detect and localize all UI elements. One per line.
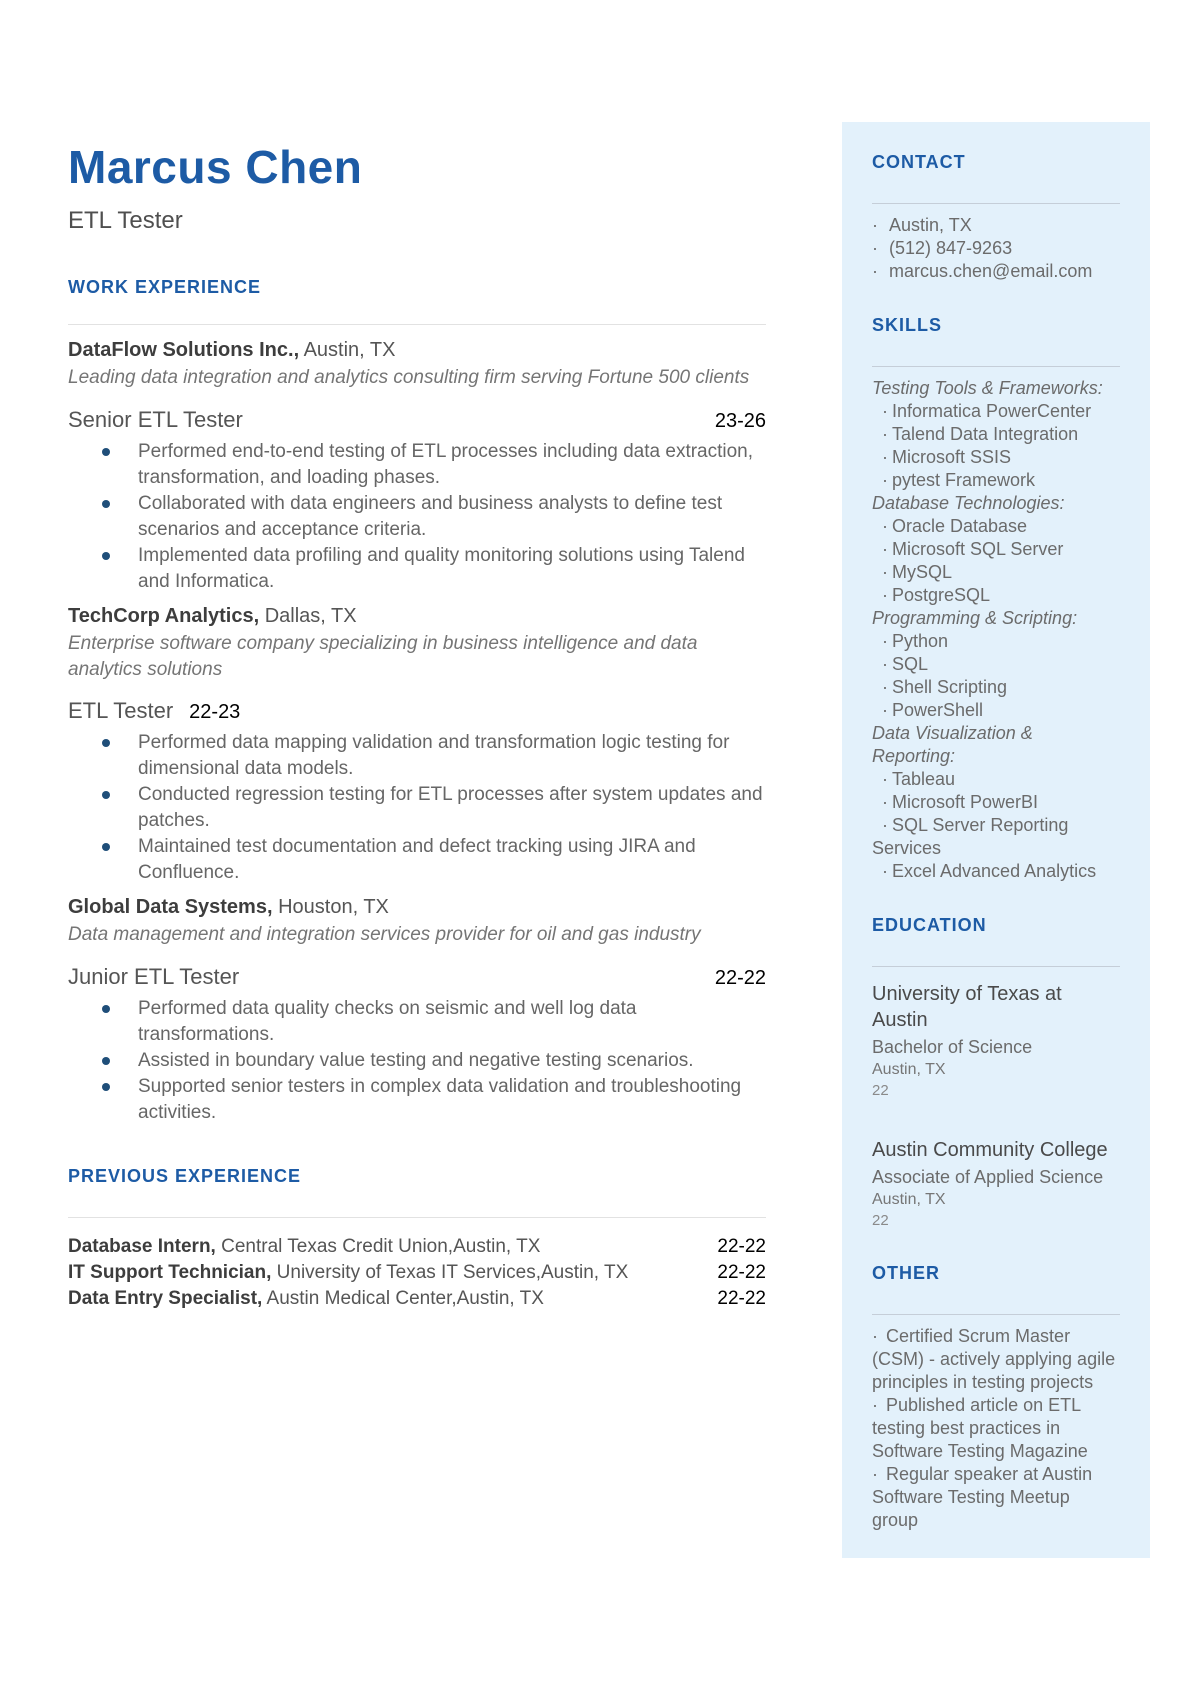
previous-role: Database Intern,	[68, 1235, 216, 1257]
school-year: 22	[872, 1082, 889, 1099]
school-location: Austin, TX	[872, 1061, 946, 1078]
role-dates: 23-26	[714, 409, 766, 432]
dot-bullet: ·	[882, 447, 888, 467]
role-row	[68, 964, 766, 990]
skill-item	[872, 768, 1120, 791]
work-experience-heading: WORK EXPERIENCE	[68, 277, 262, 298]
role-title: Senior ETL Tester	[68, 406, 243, 432]
skill-group	[872, 492, 1120, 607]
company-block	[68, 894, 766, 1126]
role-title: Junior ETL Tester	[68, 963, 240, 989]
dot-bullet: ·	[882, 562, 888, 582]
skill-item	[872, 400, 1120, 423]
other-list	[872, 1325, 1120, 1532]
dot-bullet: ·	[882, 424, 888, 444]
company-name: DataFlow Solutions Inc.,	[68, 339, 300, 362]
education-section	[872, 915, 1120, 1231]
dot-bullet: ·	[882, 585, 888, 605]
bullet-dot	[102, 1083, 110, 1091]
skill-item	[872, 653, 1120, 676]
sidebar	[842, 122, 1150, 1558]
bullet-text: Maintained test documentation and defect tracking using JIRA and Confluence.	[138, 836, 696, 884]
previous-role: IT Support Technician,	[68, 1261, 272, 1283]
company-description: Leading data integration and analytics consulting firm serving Fortune 500 clients	[68, 367, 750, 389]
sidebar-divider	[872, 203, 1120, 204]
company-line	[68, 603, 766, 629]
education-entry	[872, 1137, 1120, 1231]
contact-location: Austin, TX	[889, 215, 972, 235]
education-entry	[872, 981, 1120, 1101]
skill-item	[872, 630, 1120, 653]
main-column	[68, 0, 766, 1312]
previous-org: Austin Medical Center,Austin, TX	[266, 1287, 544, 1309]
section-divider	[68, 324, 766, 325]
skill-item	[872, 469, 1120, 492]
dot-bullet: ·	[882, 769, 888, 789]
previous-dates: 22-22	[717, 1235, 766, 1257]
dot-bullet: ·	[872, 261, 878, 281]
role-title: ETL Tester	[68, 698, 174, 724]
previous-org: University of Texas IT Services,Austin, TX	[276, 1261, 629, 1283]
skill-text: Informatica PowerCenter	[892, 401, 1092, 421]
skill-text: Shell Scripting	[892, 677, 1008, 697]
skills-heading: SKILLS	[872, 315, 943, 335]
dot-bullet: ·	[882, 401, 888, 421]
role-row	[68, 407, 766, 433]
skill-group-label: Programming & Scripting:	[872, 608, 1078, 628]
bullet-dot	[102, 500, 110, 508]
skill-text: Microsoft SSIS	[892, 447, 1012, 467]
bullet-text: Supported senior testers in complex data validation and troubleshooting activities.	[138, 1075, 742, 1123]
role-dates: 22-23	[189, 701, 241, 724]
contact-heading: CONTACT	[872, 152, 966, 172]
dot-bullet: ·	[882, 700, 888, 720]
school-location: Austin, TX	[872, 1191, 946, 1208]
bullet-list	[68, 730, 766, 886]
dot-bullet: ·	[882, 539, 888, 559]
dot-bullet: ·	[872, 1326, 878, 1346]
skill-item	[872, 860, 1120, 883]
dot-bullet: ·	[882, 861, 888, 881]
bullet-text: Assisted in boundary value testing and negative testing scenarios.	[138, 1049, 694, 1071]
other-item	[872, 1394, 1120, 1463]
skill-text: PowerShell	[892, 700, 984, 720]
previous-role-org	[68, 1286, 544, 1312]
contact-item	[872, 214, 1120, 237]
contact-item	[872, 260, 1120, 283]
bullet-text: Performed end-to-end testing of ETL processes including data extraction, transformation, and loading phases.	[138, 440, 754, 488]
school-degree: Bachelor of Science	[872, 1037, 1033, 1057]
dot-bullet: ·	[882, 631, 888, 651]
bullet-point	[68, 1074, 766, 1126]
role-dates: 22-22	[714, 966, 766, 989]
previous-experience-row	[68, 1260, 766, 1286]
bullet-point	[68, 782, 766, 834]
bullet-dot	[102, 1005, 110, 1013]
bullet-list	[68, 439, 766, 595]
contact-section	[872, 152, 1120, 283]
bullet-text: Conducted regression testing for ETL processes after system updates and patches.	[138, 784, 763, 832]
bullet-point	[68, 996, 766, 1048]
other-text: Regular speaker at Austin Software Testing Meetup group	[872, 1464, 1093, 1530]
skill-item	[872, 515, 1120, 538]
previous-dates: 22-22	[717, 1287, 766, 1309]
skill-item	[872, 446, 1120, 469]
sidebar-divider	[872, 966, 1120, 967]
company-name: TechCorp Analytics,	[68, 604, 260, 627]
previous-experience-row	[68, 1234, 766, 1260]
bullet-text: Implemented data profiling and quality monitoring solutions using Talend and Informatica.	[138, 544, 745, 592]
company-location: Austin, TX	[303, 339, 396, 362]
skill-group-label: Database Technologies:	[872, 493, 1065, 513]
previous-org: Central Texas Credit Union,Austin, TX	[221, 1235, 541, 1257]
dot-bullet: ·	[882, 677, 888, 697]
dot-bullet: ·	[872, 238, 878, 258]
skill-item	[872, 814, 1120, 860]
bullet-text: Collaborated with data engineers and business analysts to define test scenarios and acceptance criteria.	[138, 492, 723, 540]
role-row	[68, 698, 766, 724]
other-item	[872, 1463, 1120, 1532]
skill-group	[872, 377, 1120, 492]
dot-bullet: ·	[882, 516, 888, 536]
bullet-text: Performed data quality checks on seismic and well log data transformations.	[138, 997, 637, 1045]
bullet-point	[68, 834, 766, 886]
previous-experience-heading: PREVIOUS EXPERIENCE	[68, 1165, 302, 1186]
school-name: Austin Community College	[872, 1139, 1108, 1161]
company-description: Data management and integration services provider for oil and gas industry	[68, 924, 701, 946]
previous-dates: 22-22	[717, 1261, 766, 1283]
skill-text: Excel Advanced Analytics	[892, 861, 1097, 881]
company-name: Global Data Systems,	[68, 896, 273, 919]
company-description: Enterprise software company specializing in business intelligence and data analytics solutions	[68, 632, 698, 680]
previous-role: Data Entry Specialist,	[68, 1287, 263, 1309]
skill-group-label: Testing Tools & Frameworks:	[872, 378, 1103, 398]
dot-bullet: ·	[872, 1464, 878, 1484]
skill-item	[872, 538, 1120, 561]
bullet-dot	[102, 448, 110, 456]
bullet-point	[68, 491, 766, 543]
other-section	[872, 1263, 1120, 1532]
company-line	[68, 337, 766, 363]
bullet-dot	[102, 843, 110, 851]
company-block	[68, 603, 766, 886]
bullet-dot	[102, 791, 110, 799]
person-name: Marcus Chen	[68, 141, 363, 193]
contact-email: marcus.chen@email.com	[889, 261, 1093, 281]
section-divider	[68, 1217, 766, 1218]
skill-item	[872, 423, 1120, 446]
school-name: University of Texas at Austin	[872, 983, 1062, 1031]
company-block	[68, 337, 766, 595]
bullet-dot	[102, 552, 110, 560]
other-text: Published article on ETL testing best practices in Software Testing Magazine	[872, 1395, 1088, 1461]
bullet-point	[68, 439, 766, 491]
dot-bullet: ·	[882, 792, 888, 812]
school-degree: Associate of Applied Science	[872, 1167, 1104, 1187]
person-job-title: ETL Tester	[68, 207, 183, 235]
company-location: Dallas, TX	[264, 604, 357, 627]
previous-experience-row	[68, 1286, 766, 1312]
dot-bullet: ·	[882, 815, 888, 835]
bullet-list	[68, 996, 766, 1126]
previous-role-org	[68, 1260, 628, 1286]
contact-item	[872, 237, 1120, 260]
sidebar-divider	[872, 366, 1120, 367]
skill-text: Oracle Database	[892, 516, 1028, 536]
skill-item	[872, 699, 1120, 722]
skill-group	[872, 722, 1120, 883]
sidebar-divider	[872, 1314, 1120, 1315]
company-location: Houston, TX	[278, 896, 389, 919]
previous-role-org	[68, 1234, 540, 1260]
other-text: Certified Scrum Master (CSM) - actively applying agile principles in testing projects	[872, 1326, 1116, 1392]
school-year: 22	[872, 1212, 889, 1229]
skill-item	[872, 676, 1120, 699]
skill-group	[872, 607, 1120, 722]
contact-list	[872, 214, 1120, 283]
dot-bullet: ·	[882, 654, 888, 674]
skill-text: Talend Data Integration	[892, 424, 1079, 444]
skill-text: pytest Framework	[892, 470, 1036, 490]
education-heading: EDUCATION	[872, 915, 987, 935]
dot-bullet: ·	[882, 470, 888, 490]
skill-text: Microsoft SQL Server	[892, 539, 1064, 559]
skill-item	[872, 791, 1120, 814]
skills-section	[872, 315, 1120, 883]
bullet-text: Performed data mapping validation and transformation logic testing for dimensional data models.	[138, 732, 730, 780]
skill-item	[872, 561, 1120, 584]
skill-text: SQL Server Reporting Services	[872, 815, 1069, 858]
other-item	[872, 1325, 1120, 1394]
skill-text: MySQL	[892, 562, 953, 582]
other-heading: OTHER	[872, 1263, 940, 1283]
bullet-point	[68, 1048, 766, 1074]
skill-text: SQL	[892, 654, 929, 674]
contact-phone: (512) 847-9263	[889, 238, 1013, 258]
bullet-point	[68, 730, 766, 782]
skill-group-label: Data Visualization & Reporting:	[872, 723, 1033, 766]
bullet-point	[68, 543, 766, 595]
dot-bullet: ·	[872, 215, 878, 235]
skill-item	[872, 584, 1120, 607]
skill-text: PostgreSQL	[892, 585, 991, 605]
company-line	[68, 894, 766, 920]
dot-bullet: ·	[872, 1395, 878, 1415]
skill-text: Microsoft PowerBI	[892, 792, 1039, 812]
skill-text: Python	[892, 631, 949, 651]
bullet-dot	[102, 1057, 110, 1065]
bullet-dot	[102, 739, 110, 747]
skill-text: Tableau	[892, 769, 956, 789]
previous-experience-list	[68, 1234, 766, 1312]
